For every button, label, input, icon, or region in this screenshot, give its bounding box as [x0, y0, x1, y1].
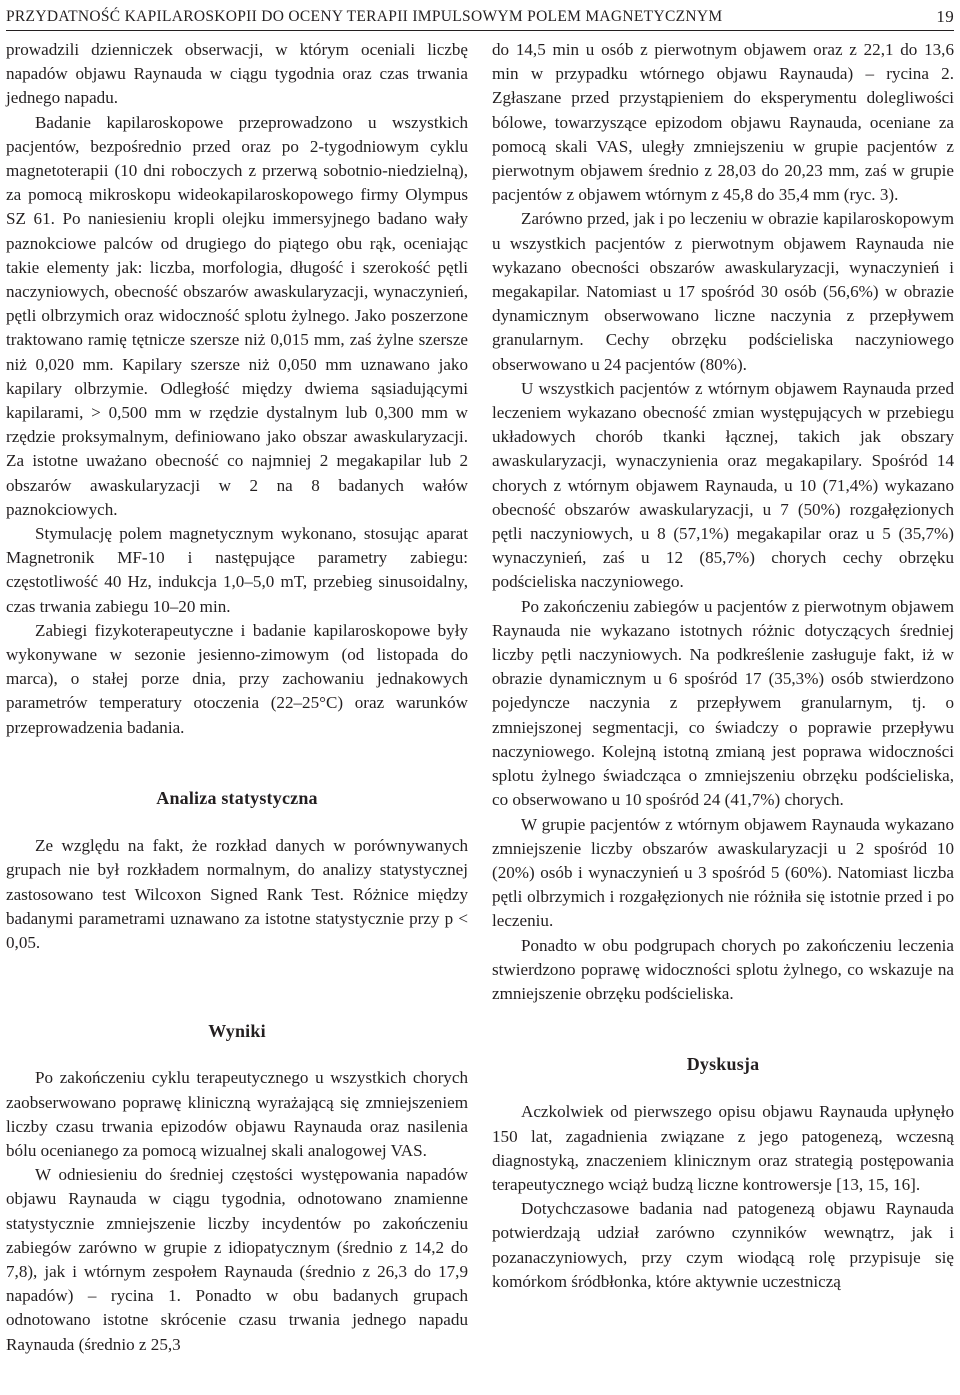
section-heading-statistics: Analiza statystyczna — [156, 787, 318, 808]
section-heading-results: Wyniki — [208, 1021, 266, 1042]
page-number: 19 — [936, 7, 954, 26]
running-title: PRZYDATNOŚĆ KAPILAROSKOPII DO OCENY TERAPII IMPULSOWYM POLEM MAGNETYCZNYM — [6, 8, 723, 25]
paragraph-discussion-intro: Aczkolwiek od pierwszego opisu objawu Raynauda upłynęło 150 lat, zagadnienia związane z jego patogenezą, wczesną diagnostyką, znaczeniem klinicznym oraz strategią postępowania terapeutycznego wciąż budzą liczne kontrowersje [13, 15, 16]. — [492, 1102, 954, 1194]
paragraph-stimulation-parameters: Stymulację polem magnetycznym wykonano, stosując aparat Magnetronik MF-10 i następujące parametry zabiegu: częstotliwość 40 Hz, indukcja 1,0–5,0 mT, przebieg sinusoidalny, czas trwania zabiegu 10–20 min. — [6, 524, 468, 616]
paragraph-continued: prowadzili dzienniczek obserwacji, w którym oceniali liczbę napadów objawu Raynauda w ciągu tygodnia oraz czas trwania jednego napadu. — [6, 40, 468, 108]
left-column — [6, 38, 468, 1357]
paragraph-primary-capillaroscopy: Zarówno przed, jak i po leczeniu w obrazie kapilaroskopowym u wszystkich pacjentów z pierwotnym objawem Raynauda nie wykazano obecności obszarów awaskularyzacji, wynaczynień i megakapilar. Natomiast u 17 spośród 30 osób (56,6%) w obrazie dynamicznym obserwowano liczne naczynia z przepływem granularnym. Cechy obrzęku podścieliska naczyniowego obserwowano u 24 pacjentów (80%). — [492, 209, 954, 374]
paragraph-venous-plexus: Ponadto w obu podgrupach chorych po zakończeniu leczenia stwierdzono poprawę widoczności splotu żylnego, co wskazuje na zmniejszenie obrzęku podścieliska. — [492, 935, 954, 1003]
paragraph-capillaroscopy-method: Badanie kapilaroskopowe przeprowadzono u wszystkich pacjentów, bezpośrednio przed oraz po 2-tygodniowym cyklu magnetoterapii (10 dni roboczych z przerwą sobotnio-niedzielną), za pomocą mikroskopu wideokapilaroskopowego firmy Olympus SZ 61. Po naniesieniu kropli olejku immersyjnego badano wały paznokciowe palców od drugiego do piątego obu rąk, oceniając takie elementy jak: liczba, morfologia, długość i szerokość pętli naczyniowych, obecność obszarów awaskularyzacji, wynaczynień, pętli olbrzymich oraz widoczność splotu żylnego. Jako poszerzone traktowano ramię tętnicze szersze niż 0,015 mm, zaś żylne szersze niż 0,020 mm. Kapilary szersze niż 0,050 mm uznawano jako kapilary olbrzymie. Odległość między dwiema sąsiadującymi kapilarami, > 0,500 mm w rzędzie dystalnym lub 0,300 mm w rzędzie proksymalnym, definiowano jako obszar awaskularyzacji. Za istotne uważano obecność co najmniej 2 megakapilar lub 2 obszarów awaskularyzacji w 2 na 8 badanych wałów paznokciowych. — [6, 112, 468, 519]
paragraph-primary-after-treatment: Po zakończeniu zabiegów u pacjentów z pierwotnym objawem Raynauda nie wykazano istotnych różnic dotyczących średniej liczby pętli naczyniowych. Na podkreślenie zasługuje fakt, iż w obrazie dynamicznym u 6 spośród 17 (35,3%) osób stwierdzono pojedyncze naczynia z przepływem granularnym, tj. o zmniejszonej segmentacji, co świadczy o poprawie przepływu naczyniowego. Kolejną istotną zmianą jest poprawa widoczności splotu żylnego świadcząca o zmniejszeniu obrzęku podścieliska, co obserwowano u 10 spośród 24 (41,7%) chorych. — [492, 596, 954, 810]
paragraph-results-duration: do 14,5 min u osób z pierwotnym objawem oraz z 22,1 do 13,6 min w przypadku wtórnego objawu Raynauda) – rycina 2. Zgłaszane przed przystąpieniem do eksperymentu dolegliwości bólowe, towarzyszące epizodom objawu Raynauda, oceniane za pomocą skali VAS, uległy zmniejszeniu w grupie pacjentów z pierwotnym objawem średnio z 28,03 do 20,23 mm, zaś w grupie pacjentów z objawem wtórnym z 45,8 do 35,4 mm (ryc. 3). — [492, 40, 954, 205]
right-column — [492, 38, 954, 1294]
paragraph-discussion-pathogenesis: Dotychczasowe badania nad patogenezą objawu Raynauda potwierdzają udział zarówno czynników wewnątrz, jak i pozanaczyniowych, przy czym wiodącą rolę przypisuje się komórkom śródbłonka, które aktywnie uczestniczą — [492, 1199, 954, 1291]
paragraph-results-clinical: Po zakończeniu cyklu terapeutycznego u wszystkich chorych zaobserwowano poprawę kliniczną wyrażającą się zmniejszeniem liczby czasu trwania epizodów objawu Raynauda oraz nasilenia bólu ocenianego za pomocą wizualnej skali analogowej VAS. — [6, 1068, 468, 1160]
paragraph-secondary-capillaroscopy: U wszystkich pacjentów z wtórnym objawem Raynauda przed leczeniem wykazano obecność zmian występujących w przebiegu układowych chorób tkanki łącznej, takich jak obszary awaskularyzacji, wynaczynienia oraz megakapilary. Spośród 14 chorych z wtórnym objawem Raynauda, u 10 (71,4%) wykazano obecność obszarów awaskularyzacji, u 7 (50%) rozgałęzionych pętli naczyniowych, u 8 (57,1%) megakapilar oraz u 5 (35,7%) wynaczynień, zaś u 12 (85,7%) chorych cechy obrzęku podścieliska naczyniowego. — [492, 378, 954, 592]
paragraph-results-frequency: W odniesieniu do średniej częstości występowania napadów objawu Raynauda w ciągu tygodnia, odnotowano znamienne statystycznie zmniejszenie liczby incydentów po zakończeniu zabiegów zarówno w grupie z idiopatycznym (średnio z 14,2 do 7,8), jak i wtórnym zespołem Raynauda (średnio z 26,3 do 17,9 napadów) – rycina 1. Ponadto w obu badanych grupach odnotowano istotne skrócenie czasu trwania jednego napadu Raynauda (średnio z 25,3 — [6, 1165, 468, 1354]
running-header — [6, 2, 954, 31]
paragraph-secondary-after-treatment: W grupie pacjentów z wtórnym objawem Raynauda wykazano zmniejszenie liczby obszarów awaskularyzacji u 2 spośród 10 (20%) osób i wynaczynień u 3 spośród 5 (60%). Natomiast liczba pętli olbrzymich i rozgałęzionych nie różniła się istotnie przed i po leczeniu. — [492, 814, 954, 931]
section-heading-discussion: Dyskusja — [686, 1054, 760, 1075]
paragraph-statistics: Ze względu na fakt, że rozkład danych w porównywanych grupach nie był rozkładem normalnym, do analizy statystycznej zastosowano test Wilcoxon Signed Rank Test. Różnice między badanymi parametrami uznawano za istotne statystycznie przy p < 0,05. — [6, 836, 468, 952]
paragraph-study-conditions: Zabiegi fizykoterapeutyczne i badanie kapilaroskopowe były wykonywane w sezonie jesienno-zimowym (od listopada do marca), o stałej porze dnia, przy zachowaniu jednakowych parametrów temperatury otoczenia (22–25°C) oraz warunków przeprowadzenia badania. — [6, 620, 468, 737]
